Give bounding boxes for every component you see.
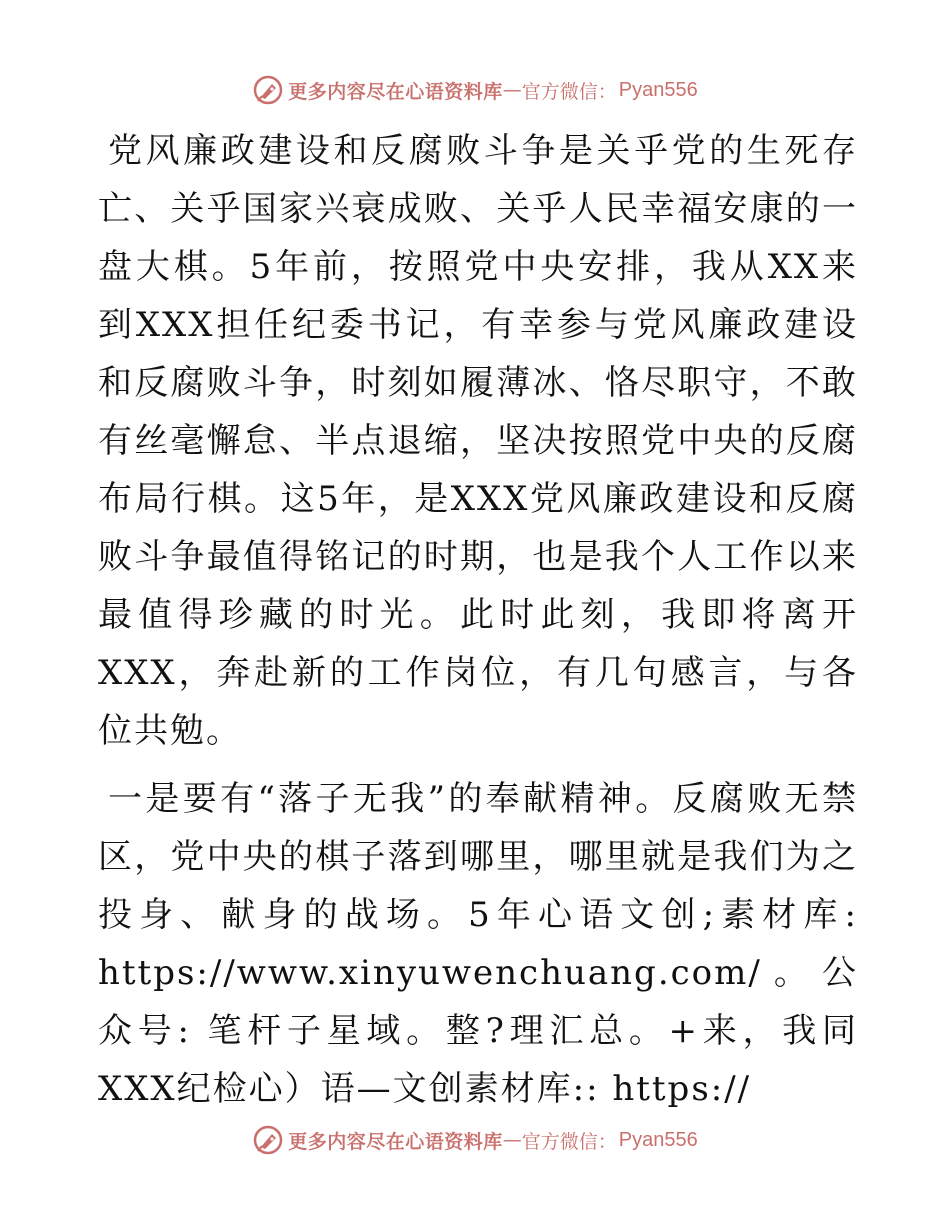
banner-wechat-id: Pyan556 [618, 1128, 698, 1151]
pen-nib-logo-icon [252, 74, 284, 106]
banner-wechat-id: Pyan556 [618, 78, 698, 101]
footer-banner [0, 1120, 950, 1160]
paragraph-1: 党风廉政建设和反腐败斗争是关乎党的生死存亡、关乎国家兴衰成败、关乎人民幸福安康的一盘大棋。5年前，按照党中央安排，我从XX来到XXX担任纪委书记，有幸参与党风廉政建设和反腐败斗争，时刻如履薄冰、恪尽职守，不敢有丝毫懈怠、半点退缩，坚决按照党中央的反腐布局行棋。这5年，是XXX党风廉政建设和反腐败斗争最值得铭记的时期，也是我个人工作以来最值得珍藏的时光。此时此刻，我即将离开XXX，奔赴新的工作岗位，有几句感言，与各位共勉。 [98, 131, 858, 751]
banner-title: 更多内容尽在心语资料库 [288, 1130, 503, 1153]
paragraph-2: 一是要有“落子无我”的奉献精神。反腐败无禁区，党中央的棋子落到哪里，哪里就是我们为之投身、献身的战场。5年心语文创;素材库: https://www.xinyuwenchuang.com/。公众号: 笔杆子星域。整?理汇总。+来，我同XXX纪检心）语—文创素材库:: https:// [98, 779, 858, 1109]
banner-dash: — [502, 1129, 522, 1151]
banner-dash: — [502, 79, 522, 101]
banner-official-label: 官方微信： [521, 1130, 617, 1153]
header-banner [0, 70, 950, 110]
banner-official-label: 官方微信： [521, 80, 617, 103]
pen-nib-logo-icon [252, 1124, 284, 1156]
document-body [98, 122, 858, 1118]
banner-title: 更多内容尽在心语资料库 [288, 80, 503, 103]
